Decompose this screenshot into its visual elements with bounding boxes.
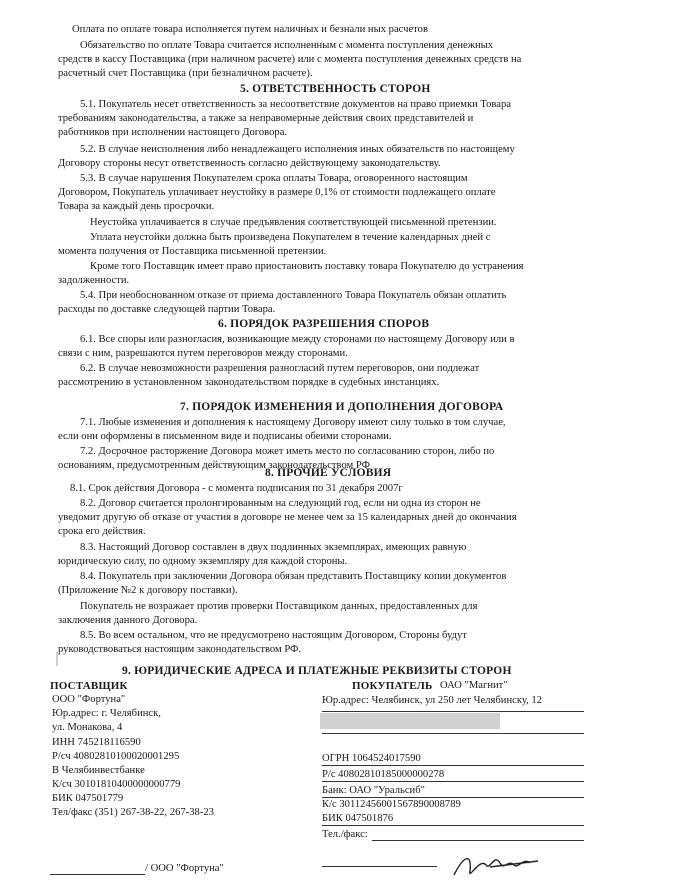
- buyer-address: Юр.адрес: Челябинск, ул 250 лет Челябинску, 12: [322, 695, 542, 706]
- buyer-corr-account: К/с 30112456001567890008789: [322, 799, 461, 810]
- clause-5-2-line-2: Договору стороны несут ответственность согласно действующему законодательству.: [58, 158, 441, 169]
- clause-8-2-line-1: 8.2. Договор считается пролонгированным на следующий год, если ни одна из сторон не: [80, 498, 481, 509]
- suspension-line-2: задолженности.: [58, 275, 130, 286]
- clause-5-3-line-1: 5.3. В случае нарушения Покупателем срока оплаты Товара, оговоренного настоящим: [80, 173, 468, 184]
- section-8-title: 8. ПРОЧИЕ УСЛОВИЯ: [265, 467, 392, 479]
- clause-5-3-line-3: Товара за каждый день просрочки.: [58, 201, 215, 212]
- scan-blur-mark: [320, 713, 500, 729]
- supplier-signature-line: [50, 874, 145, 875]
- payment-method-line: Оплата по оплате товара исполняется путем наличных и безнали ных расчетов: [72, 24, 428, 35]
- supplier-phone: Тел/факс (351) 267-38-22, 267-38-23: [52, 807, 214, 818]
- verification-line-2: заключения данного Договора.: [58, 615, 198, 626]
- buyer-address-line: [322, 711, 584, 712]
- supplier-name: ООО "Фортуна": [52, 694, 126, 705]
- clause-8-4-line-1: 8.4. Покупатель при заключении Договора обязан представить Поставщику копии документов: [80, 571, 507, 582]
- buyer-bik: БИК 047501876: [322, 813, 394, 824]
- clause-5-1-line-2: требованиям законодательства, а также за неправомерные действия своих представителей и: [58, 113, 474, 124]
- clause-5-4-line-1: 5.4. При необоснованном отказе от приема доставленного Товара Покупатель обязан оплатить: [80, 290, 507, 301]
- clause-5-3-line-2: Договором, Покупатель уплачивает неустойку в размере 0,1% от стоимости подлежащего оплате: [58, 187, 496, 198]
- section-5-title: 5. ОТВЕТСТВЕННОСТЬ СТОРОН: [240, 83, 431, 95]
- suspension-line-1: Кроме того Поставщик имеет право приостановить поставку товара Покупателю до устранения: [90, 261, 524, 272]
- obligation-line-3: расчетный счет Поставщика (при безналичном расчете).: [58, 68, 313, 79]
- buyer-account: Р/с 40802810185000000278: [322, 769, 445, 780]
- buyer-blank-line: [322, 733, 584, 734]
- buyer-bank: Банк: ОАО "Уральсиб": [322, 785, 425, 796]
- clause-8-2-line-3: срока его действия.: [58, 526, 146, 537]
- buyer-ogrn-line: [322, 765, 584, 766]
- obligation-line-2: средств в кассу Поставщика (при наличном расчете) или с момента поступления денежных средств на: [58, 54, 522, 65]
- supplier-signature-caption: / ООО "Фортуна": [145, 863, 224, 874]
- penalty-payment-line-2: момента получения от Поставщика письменной претензии.: [58, 246, 327, 257]
- supplier-account: Р/сч 40802810100020001295: [52, 751, 180, 762]
- supplier-bik: БИК 047501779: [52, 793, 124, 804]
- section-6-title: 6. ПОРЯДОК РАЗРЕШЕНИЯ СПОРОВ: [218, 318, 430, 330]
- buyer-phone: Тел./факс:: [322, 829, 368, 840]
- supplier-heading: ПОСТАВЩИК: [50, 680, 128, 692]
- clause-8-2-line-2: уведомит другую об отказе от участия в договоре не менее чем за 15 календарных дней до окончания: [58, 512, 517, 523]
- clause-6-2-line-2: рассмотрению в установленном законодательством порядке в судебных инстанциях.: [58, 377, 440, 388]
- clause-6-1-line-1: 6.1. Все споры или разногласия, возникающие между сторонами по настоящему Договору или в: [80, 334, 515, 345]
- supplier-inn: ИНН 745218116590: [52, 737, 141, 748]
- supplier-address-2: ул. Монакова, 4: [52, 722, 123, 733]
- penalty-claim-line: Неустойка уплачивается в случае предъявления соответствующей письменной претензии.: [90, 217, 497, 228]
- buyer-signature: [450, 845, 550, 885]
- clause-7-1-line-1: 7.1. Любые изменения и дополнения к настоящему Договору имеют силу только в том случае,: [80, 417, 506, 428]
- buyer-ogrn: ОГРН 1064524017590: [322, 753, 421, 764]
- supplier-address-1: Юр.адрес: г. Челябинск,: [52, 708, 161, 719]
- clause-5-1-line-3: работников при исполнении настоящего Договора.: [58, 127, 288, 138]
- clause-5-4-line-2: расходы по доставке следующей партии Товара.: [58, 304, 276, 315]
- buyer-bik-line: [322, 825, 584, 826]
- penalty-payment-line-1: Уплата неустойки должна быть произведена Покупателем в течение календарных дней с: [90, 232, 491, 243]
- obligation-line-1: Обязательство по оплате Товара считается исполненным с момента поступления денежных: [80, 40, 494, 51]
- buyer-name: ОАО "Магнит": [440, 680, 508, 691]
- buyer-phone-line: [372, 840, 584, 841]
- clause-8-3-line-2: юридическую силу, по одному экземпляру для каждой стороны.: [58, 556, 348, 567]
- clause-8-1: 8.1. Срок действия Договора - с момента подписания по 31 декабря 2007г: [70, 483, 403, 494]
- buyer-signature-line: [322, 866, 437, 867]
- scan-speck: [56, 652, 58, 666]
- clause-7-2-line-1: 7.2. Досрочное расторжение Договора может иметь место по согласованию сторон, либо по: [80, 446, 495, 457]
- buyer-heading: ПОКУПАТЕЛЬ: [352, 680, 433, 692]
- clause-8-5-line-2: руководствоваться настоящим законодательством РФ.: [58, 644, 302, 655]
- clause-8-5-line-1: 8.5. Во всем остальном, что не предусмотрено настоящим Договором, Стороны будут: [80, 630, 467, 641]
- supplier-corr-account: К/сч 30101810400000000779: [52, 779, 181, 790]
- clause-8-3-line-1: 8.3. Настоящий Договор составлен в двух подлинных экземплярах, имеющих равную: [80, 542, 467, 553]
- clause-7-1-line-2: если они оформлены в письменном виде и подписаны обеими сторонами.: [58, 431, 392, 442]
- verification-line-1: Покупатель не возражает против проверки Поставщиком данных, предоставленных для: [80, 601, 478, 612]
- clause-6-1-line-2: связи с ним, разрешаются путем переговоров между сторонами.: [58, 348, 348, 359]
- supplier-bank: В Челябинвестбанке: [52, 765, 145, 776]
- clause-8-4-line-2: (Приложение №2 к договору поставки).: [58, 585, 238, 596]
- clause-5-1-line-1: 5.1. Покупатель несет ответственность за несоответствие документов на право приемки Товара: [80, 99, 511, 110]
- buyer-account-line: [322, 781, 584, 782]
- clause-6-2-line-1: 6.2. В случае невозможности разрешения разногласий путем переговоров, они подлежат: [80, 363, 480, 374]
- clause-7-2-line-2: основаниям, предусмотренным действующим законодательством РФ: [58, 460, 370, 471]
- section-9-title: 9. ЮРИДИЧЕСКИЕ АДРЕСА И ПЛАТЕЖНЫЕ РЕКВИЗИТЫ СТОРОН: [122, 665, 512, 677]
- section-7-title: 7. ПОРЯДОК ИЗМЕНЕНИЯ И ДОПОЛНЕНИЯ ДОГОВОРА: [180, 401, 504, 413]
- clause-5-2-line-1: 5.2. В случае неисполнения либо ненадлежащего исполнения иных обязательств по настоящему: [80, 144, 515, 155]
